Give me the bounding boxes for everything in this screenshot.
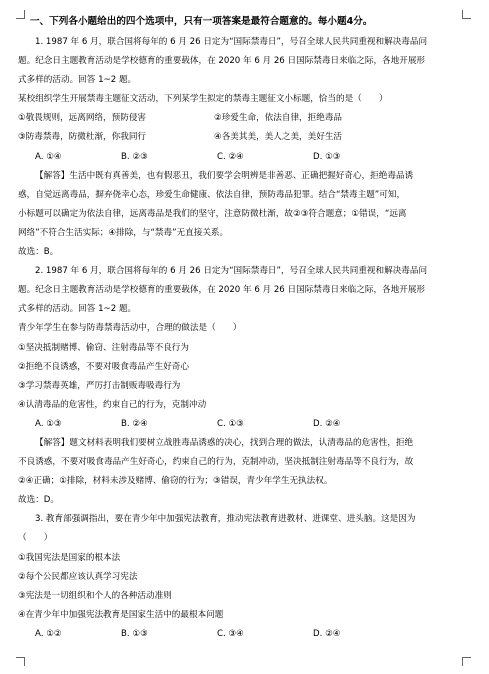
choice-item: ①敬畏规则，远离网络，预防侵害 [18, 113, 147, 124]
choice-item: ③宪法是一切组织和个人的各种活动准则 [18, 590, 172, 601]
analysis-text: ②④正确；①排除，材料未涉及赌博、偷窃的行为；③错误，青少年学生无执法权。 [18, 476, 333, 487]
option-a: A. ①④ [35, 151, 62, 162]
choice-item: ②珍爱生命，依法自律，拒绝毒品 [214, 113, 343, 124]
answer-options [18, 148, 473, 167]
analysis-text: 小标题可以确定为依法自律，远离毒品是我们的坚守，注意防微杜渐，故②③符合题意；①错误，“远离 [18, 208, 407, 219]
option-a: A. ①② [35, 628, 62, 639]
section-title: 一、下列各小题给出的四个选项中，只有一项答案是最符合题意的。每小题4分。 [30, 16, 373, 27]
option-c: C. ②④ [217, 151, 244, 162]
question-stem: 1. 1987 年 6 月，联合国将每年的 6 月 26 日定为“国际禁毒日”，号召全球人民共同重视和解决毒品问 [35, 37, 428, 47]
choice-row [18, 109, 473, 128]
analysis-text: 网络”不符合生活实际；④排除，与“禁毒”无直接关系。 [18, 227, 229, 238]
question-1 [18, 33, 473, 262]
choice-item: ④认清毒品的危害性，约束自己的行为，克制冲动 [18, 399, 207, 410]
option-d: D. ②④ [313, 418, 341, 429]
choice-item: ③学习禁毒英雄，严厉打击制贩毒吸毒行为 [18, 380, 181, 391]
option-b: B. ②④ [121, 418, 148, 429]
choice-item: ①我国宪法是国家的根本法 [18, 552, 121, 563]
question-stem: 题。纪念日主题教育活动是学校德育的重要载体，在 2020 年 6 月 26 日国际禁毒日来临之际，各地开展形 [18, 56, 426, 67]
option-c: C. ③④ [217, 628, 244, 639]
option-b: B. ②③ [121, 151, 148, 162]
analysis-text: 不良诱惑，不要对吸食毒品产生好奇心，约束自己的行为，克制冲动，坚决抵制注射毒品等不良行为，故 [18, 457, 414, 468]
choice-item: ②拒绝不良诱惑，不要对吸食毒品产生好奇心 [18, 361, 189, 372]
question-prompt: （ ） [18, 533, 53, 544]
choice-item: ③防毒禁毒，防微杜渐，你我同行 [18, 132, 147, 143]
choice-item: ①坚决抵制赌博、偷窃、注射毒品等不良行为 [18, 342, 189, 353]
option-a: A. ①③ [35, 418, 62, 429]
choice-item: ④在青少年中加强宪法教育是国家生活中的最根本问题 [18, 609, 224, 620]
choice-item: ②每个公民都应该认真学习宪法 [18, 571, 138, 582]
choice-item: ④各美其美，美人之美，美好生活 [214, 132, 343, 143]
analysis-text: 【解答】生活中既有真善美，也有假恶丑，我们要学会明辨是非善恶、正确把握好奇心，拒绝毒品诱 [35, 170, 414, 181]
crop-mark [462, 657, 471, 666]
choice-row [18, 128, 473, 147]
question-stem: 式多样的活动。回答 1~2 题。 [18, 75, 137, 86]
question-stem: 3. 教育部强调指出，要在青少年中加强宪法教育，推动宪法教育进教材、进课堂、进头脑。这是因为 [35, 514, 416, 525]
option-b: B. ①③ [121, 628, 148, 639]
answer-line: 故选：B。 [18, 247, 59, 258]
crop-mark [16, 657, 25, 666]
question-2 [18, 262, 473, 510]
answer-line: 故选：D。 [18, 495, 59, 506]
exam-content [18, 11, 473, 644]
analysis-text: 惑，自觉远离毒品，摒弃侥幸心态，珍爱生命健康、依法自律，预防毒品犯罪。结合“禁毒主题”可知， [18, 189, 406, 200]
question-3 [18, 510, 473, 644]
answer-options [18, 625, 473, 644]
option-c: C. ①③ [217, 418, 244, 429]
option-d: D. ②④ [313, 628, 341, 639]
question-stem: 式多样的活动。回答 1~2 题。 [18, 304, 137, 315]
option-d: D. ①③ [313, 151, 341, 162]
answer-options [18, 415, 473, 434]
question-stem: 2. 1987 年 6 月，联合国将每年的 6 月 26 日定为“国际禁毒日”，号召全球人民共同重视和解决毒品问 [35, 266, 428, 277]
question-prompt: 某校组织学生开展禁毒主题征文活动，下列某学生拟定的禁毒主题征文小标题，恰当的是（ ） [18, 94, 388, 105]
question-prompt: 青少年学生在参与防毒禁毒活动中，合理的做法是（ ） [18, 323, 242, 334]
analysis-text: 【解答】题文材料表明我们要树立战胜毒品诱惑的决心，找到合理的做法，认清毒品的危害性，拒绝 [35, 437, 414, 448]
question-stem: 题。纪念日主题教育活动是学校德育的重要载体，在 2020 年 6 月 26 日国际禁毒日来临之际，各地开展形 [18, 285, 426, 296]
